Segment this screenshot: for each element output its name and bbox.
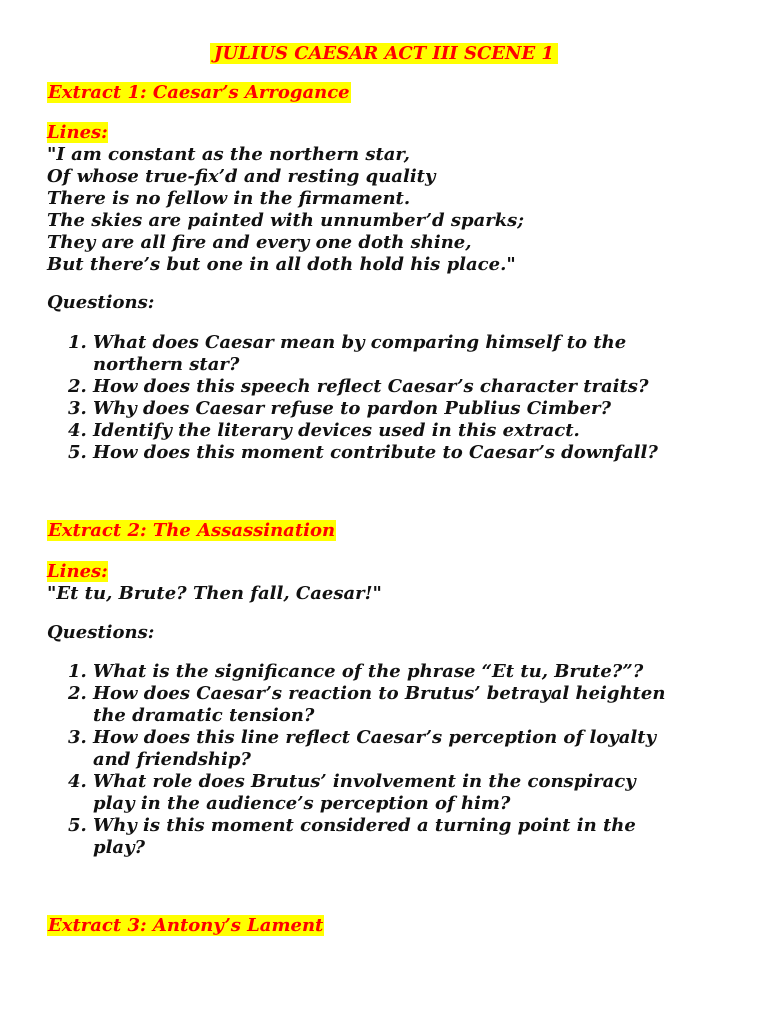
question-item	[47, 727, 737, 771]
extract-1-heading: Extract 1: Caesar’s Arrogance	[48, 82, 350, 103]
question-text: and friendship?	[93, 749, 251, 770]
question-text: northern star?	[93, 354, 240, 375]
question-item	[47, 771, 737, 815]
question-text: the dramatic tension?	[93, 705, 315, 726]
question-number: 1.	[68, 661, 87, 682]
document-title: JULIUS CAESAR ACT III SCENE 1	[0, 43, 768, 65]
extract-1-question-list	[47, 332, 737, 464]
question-text: What role does Brutus’ involvement in the conspiracy	[93, 771, 636, 792]
quote-line: They are all fire and every one doth shine,	[47, 232, 472, 253]
question-text: Why does Caesar refuse to pardon Publius Cimber?	[93, 398, 611, 419]
question-text: Why is this moment considered a turning point in the	[93, 815, 636, 836]
question-text: How does this line reflect Caesar’s perception of loyalty	[93, 727, 657, 748]
question-text: play in the audience’s perception of him?	[93, 793, 511, 814]
question-item	[47, 420, 737, 442]
quote-line: The skies are painted with unnumber’d sparks;	[47, 210, 524, 231]
question-item	[47, 683, 737, 727]
question-number: 1.	[68, 332, 87, 353]
question-text: How does this speech reflect Caesar’s character traits?	[93, 376, 649, 397]
quote-line: There is no fellow in the firmament.	[47, 188, 411, 209]
question-text: What does Caesar mean by comparing himself to the	[93, 332, 627, 353]
question-text: Identify the literary devices used in this extract.	[93, 420, 580, 441]
quote-line: But there’s but one in all doth hold his place."	[47, 254, 516, 275]
question-number: 5.	[68, 442, 87, 463]
question-text: How does Caesar’s reaction to Brutus’ betrayal heighten	[93, 683, 666, 704]
question-number: 5.	[68, 815, 87, 836]
question-number: 3.	[68, 727, 87, 748]
question-item	[47, 815, 737, 859]
question-number: 4.	[68, 771, 87, 792]
question-item	[47, 376, 737, 398]
extract-2-questions-label: Questions:	[47, 622, 155, 643]
question-item	[47, 661, 737, 683]
quote-line: Of whose true-fix’d and resting quality	[47, 166, 436, 187]
extract-1-questions-label: Questions:	[47, 292, 155, 313]
question-text: play?	[93, 837, 146, 858]
extract-1-lines-label: Lines:	[47, 122, 108, 143]
question-number: 2.	[68, 376, 87, 397]
quote-line: "Et tu, Brute? Then fall, Caesar!"	[47, 583, 382, 604]
question-number: 4.	[68, 420, 87, 441]
extract-3-heading: Extract 3: Antony’s Lament	[48, 915, 324, 936]
extract-2-lines-label: Lines:	[47, 561, 108, 582]
extract-2-heading: Extract 2: The Assassination	[48, 520, 336, 541]
question-item	[47, 332, 737, 376]
question-number: 3.	[68, 398, 87, 419]
question-text: What is the significance of the phrase “Et tu, Brute?”?	[93, 661, 644, 682]
question-item	[47, 398, 737, 420]
extract-2-quote	[47, 583, 737, 605]
extract-1-quote	[47, 144, 737, 276]
quote-line: "I am constant as the northern star,	[47, 144, 410, 165]
question-text: How does this moment contribute to Caesar’s downfall?	[93, 442, 658, 463]
question-item	[47, 442, 737, 464]
question-number: 2.	[68, 683, 87, 704]
extract-2-question-list	[47, 661, 737, 859]
